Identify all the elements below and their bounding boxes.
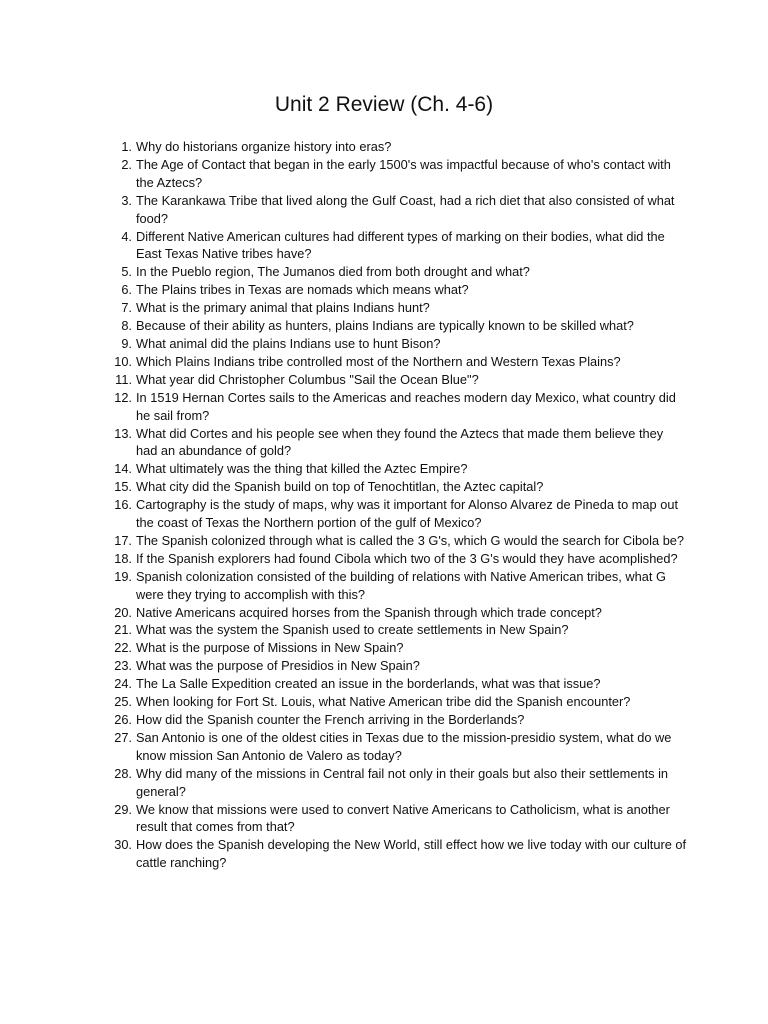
question-text: What was the system the Spanish used to create settlements in New Spain? bbox=[136, 622, 569, 638]
question-text: Spanish colonization consisted of the building of relations with Native American tribes, what G were they trying to accomplish with this? bbox=[136, 568, 666, 602]
question-number: 1. bbox=[121, 139, 132, 154]
question-text: When looking for Fort St. Louis, what Native American tribe did the Spanish encounter? bbox=[136, 694, 631, 710]
question-text: What ultimately was the thing that killed the Aztec Empire? bbox=[136, 461, 468, 477]
question-number: 25. bbox=[114, 694, 132, 710]
list-item bbox=[108, 460, 688, 478]
question-text: In the Pueblo region, The Jumanos died from both drought and what? bbox=[136, 264, 530, 280]
question-text: San Antonio is one of the oldest cities in Texas due to the mission-presidio system, what do we know mission San Antonio de Valero as today? bbox=[136, 729, 672, 763]
question-text: What is the purpose of Missions in New Spain? bbox=[136, 640, 404, 656]
list-item bbox=[108, 138, 688, 156]
question-number: 24. bbox=[114, 676, 132, 692]
question-list bbox=[108, 138, 688, 872]
question-text: Which Plains Indians tribe controlled most of the Northern and Western Texas Plains? bbox=[136, 353, 621, 369]
list-item bbox=[108, 657, 688, 675]
question-text: In 1519 Hernan Cortes sails to the Americas and reaches modern day Mexico, what country did he sail from? bbox=[136, 389, 676, 423]
question-text: Why did many of the missions in Central fail not only in their goals but also their settlements in general? bbox=[136, 765, 669, 799]
question-number: 13. bbox=[114, 425, 132, 441]
question-text: The Spanish colonized through what is called the 3 G's, which G would the search for Cibola be? bbox=[136, 532, 685, 548]
question-text: Native Americans acquired horses from the Spanish through which trade concept? bbox=[136, 604, 602, 620]
question-number: 20. bbox=[114, 604, 132, 620]
question-number: 12. bbox=[114, 389, 132, 405]
list-item bbox=[108, 228, 688, 264]
question-number: 6. bbox=[121, 282, 132, 298]
list-item bbox=[108, 568, 688, 604]
question-number: 21. bbox=[114, 622, 132, 638]
question-number: 3. bbox=[121, 192, 132, 208]
question-number: 2. bbox=[121, 156, 132, 172]
question-number: 26. bbox=[114, 712, 132, 727]
question-text: If the Spanish explorers had found Cibola which two of the 3 G's would they have acomplished? bbox=[136, 550, 678, 566]
list-item bbox=[108, 478, 688, 496]
question-number: 22. bbox=[114, 640, 132, 656]
question-text: The Age of Contact that began in the early 1500's was impactful because of who's contact with the Aztecs? bbox=[136, 156, 671, 190]
list-item bbox=[108, 621, 688, 639]
question-number: 27. bbox=[114, 729, 132, 745]
question-text: The La Salle Expedition created an issue in the borderlands, what was that issue? bbox=[136, 676, 601, 692]
question-number: 10. bbox=[114, 353, 132, 369]
question-number: 29. bbox=[114, 801, 132, 817]
question-number: 16. bbox=[114, 497, 132, 513]
list-item bbox=[108, 263, 688, 281]
list-item bbox=[108, 532, 688, 550]
question-number: 8. bbox=[121, 318, 132, 334]
question-text: We know that missions were used to convert Native Americans to Catholicism, what is another result that comes from that? bbox=[136, 801, 670, 835]
question-number: 14. bbox=[114, 461, 132, 477]
list-item bbox=[108, 765, 688, 801]
question-number: 28. bbox=[114, 765, 132, 781]
question-number: 18. bbox=[114, 550, 132, 566]
question-text: What city did the Spanish build on top of Tenochtitlan, the Aztec capital? bbox=[136, 479, 544, 495]
list-item bbox=[108, 192, 688, 228]
list-item bbox=[108, 550, 688, 568]
list-item bbox=[108, 425, 688, 461]
question-text: Different Native American cultures had different types of marking on their bodies, what did the East Texas Native tribes have? bbox=[136, 228, 665, 262]
question-number: 30. bbox=[114, 837, 132, 853]
question-number: 23. bbox=[114, 658, 132, 674]
question-number: 7. bbox=[121, 300, 132, 316]
question-number: 5. bbox=[121, 264, 132, 280]
list-item bbox=[108, 604, 688, 622]
list-item bbox=[108, 675, 688, 693]
question-text: What was the purpose of Presidios in New Spain? bbox=[136, 658, 420, 674]
list-item bbox=[108, 389, 688, 425]
list-item bbox=[108, 156, 688, 192]
list-item bbox=[108, 639, 688, 657]
list-item bbox=[108, 729, 688, 765]
list-item bbox=[108, 353, 688, 371]
question-text: What is the primary animal that plains Indians hunt? bbox=[136, 300, 430, 316]
question-text: What did Cortes and his people see when they found the Aztecs that made them believe they had an abundance of gold? bbox=[136, 425, 664, 459]
question-number: 17. bbox=[114, 532, 132, 548]
question-text: Why do historians organize history into eras? bbox=[136, 139, 392, 154]
question-text: What animal did the plains Indians use to hunt Bison? bbox=[136, 335, 441, 351]
list-item bbox=[108, 299, 688, 317]
question-number: 4. bbox=[121, 228, 132, 244]
list-item bbox=[108, 711, 688, 729]
list-item bbox=[108, 801, 688, 837]
question-text: Because of their ability as hunters, plains Indians are typically known to be skilled what? bbox=[136, 318, 634, 334]
question-number: 11. bbox=[115, 371, 132, 387]
question-text: How does the Spanish developing the New World, still effect how we live today with our culture of cattle ranching? bbox=[136, 837, 687, 871]
page-title: Unit 2 Review (Ch. 4-6) bbox=[274, 93, 494, 116]
list-item bbox=[108, 496, 688, 532]
list-item bbox=[108, 836, 688, 872]
question-text: How did the Spanish counter the French arriving in the Borderlands? bbox=[136, 712, 525, 727]
question-number: 15. bbox=[114, 479, 132, 495]
question-text: The Plains tribes in Texas are nomads which means what? bbox=[136, 282, 469, 298]
question-number: 19. bbox=[114, 568, 132, 584]
list-item bbox=[108, 335, 688, 353]
question-text: The Karankawa Tribe that lived along the Gulf Coast, had a rich diet that also consisted of what food? bbox=[136, 192, 675, 226]
list-item bbox=[108, 281, 688, 299]
question-number: 9. bbox=[121, 335, 132, 351]
list-item bbox=[108, 693, 688, 711]
question-text: Cartography is the study of maps, why was it important for Alonso Alvarez de Pineda to map out the coast of Texas the Northern portion of the gulf of Mexico? bbox=[136, 497, 679, 531]
question-text: What year did Christopher Columbus "Sail the Ocean Blue"? bbox=[136, 371, 479, 387]
list-item bbox=[108, 317, 688, 335]
list-item bbox=[108, 371, 688, 389]
